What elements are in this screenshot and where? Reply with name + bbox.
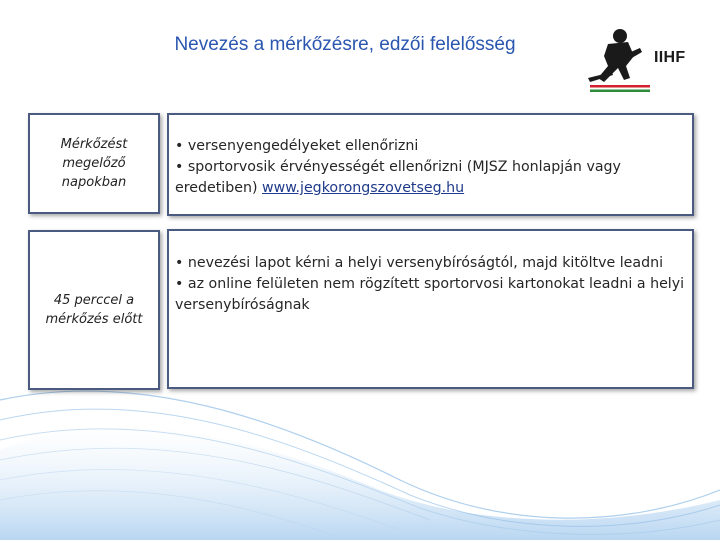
bullet-text: • sportorvosik érvényességét ellenőrizni (MJSZ honlapján vagy eredetiben) bbox=[175, 159, 621, 196]
page-title: Nevezés a mérkőzésre, edzői felelősség bbox=[174, 34, 516, 55]
content-box-before-match-days bbox=[167, 113, 694, 216]
label-line: 45 perccel a bbox=[53, 293, 135, 308]
label-box-before-match-days bbox=[28, 113, 160, 214]
label-line: megelőző bbox=[62, 156, 126, 171]
decorative-waves bbox=[0, 380, 720, 540]
bullet-item: • az online felületen nem rögzített sportorvosi kartonokat leadni a helyi versenybíróságnak bbox=[175, 276, 685, 313]
bullet-item bbox=[175, 157, 686, 199]
content-box-45-minutes-before bbox=[167, 229, 694, 389]
bullet-item: • nevezési lapot kérni a helyi versenybíróságtól, majd kitöltve leadni bbox=[175, 255, 664, 271]
label-box-45-minutes-before bbox=[28, 230, 160, 390]
label-line: Mérkőzést bbox=[60, 137, 128, 152]
label-line: napokban bbox=[61, 175, 127, 190]
federation-link[interactable]: www.jegkorongszovetseg.hu bbox=[262, 180, 465, 196]
bullet-item: • versenyengedélyeket ellenőrizni bbox=[175, 138, 419, 154]
label-line: mérkőzés előtt bbox=[45, 312, 143, 327]
logo-text: IIHF bbox=[654, 49, 686, 66]
